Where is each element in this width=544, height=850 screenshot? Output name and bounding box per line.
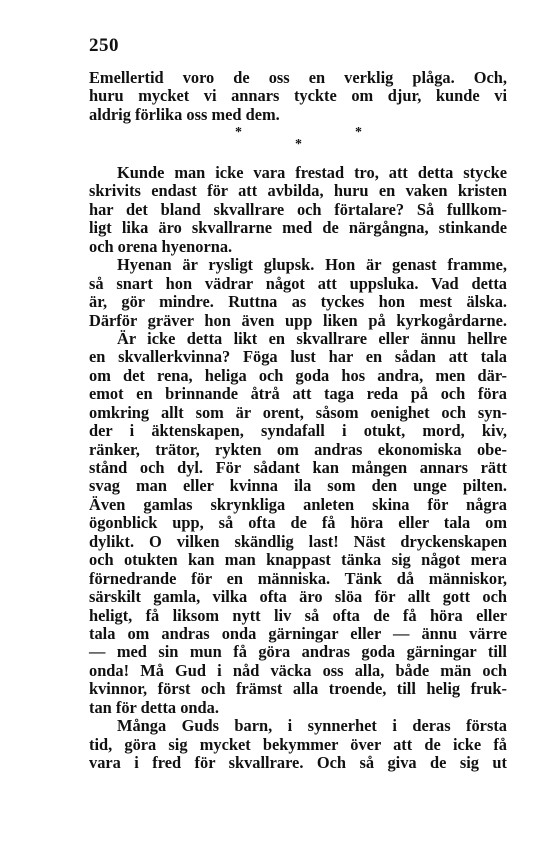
text-line: Även gamlas skrynkliga anleten skina för några xyxy=(89,494,507,514)
text-line: en skvallerkvinna? Föga lust har en sådan att tala xyxy=(89,347,507,367)
text-line: svag man eller kvinna ila som den unge pilten. xyxy=(89,476,507,496)
text-line: emot en brinnande åtrå att taga reda på och föra xyxy=(89,384,507,404)
text-line: Är icke detta likt en skvallrare eller ännu hellre xyxy=(117,328,507,348)
text-line: särskilt gamla, vilka ofta äro slöa för allt gott och xyxy=(89,587,507,607)
text-line: ränker, trätor, rykten om andras ekonomiska obe- xyxy=(89,439,507,459)
text-line: och otukten kan man knappast tänka sig något mera xyxy=(89,550,507,570)
asterisk: * xyxy=(295,137,302,152)
text-line: är, gör mindre. Ruttna as tyckes hon mest älska. xyxy=(89,292,507,312)
section-2 xyxy=(89,164,507,772)
text-line: kvinnor, först och främst alla troende, till helig fruk- xyxy=(89,679,507,699)
text-line: tan för detta onda. xyxy=(89,697,219,717)
text-line: Hyenan är rysligt glupsk. Hon är genast framme, xyxy=(117,255,507,275)
text-line: förnedrande för en människa. Tänk då människor, xyxy=(89,568,507,588)
text-line: ligt lika äro skvallrarne med de närgångna, stinkande xyxy=(89,218,507,238)
text-line: — med sin mun få göra andras goda gärningar till xyxy=(89,642,507,662)
asterisk: * xyxy=(235,125,242,140)
text-line: aldrig förlika oss med dem. xyxy=(89,104,280,124)
text-line: så snart hon vädrar något att uppsluka. Vad detta xyxy=(89,273,507,293)
text-line: Många Guds barn, i synnerhet i deras första xyxy=(117,716,507,736)
text-line: tid, göra sig mycket bekymmer över att de icke få xyxy=(89,734,507,754)
text-line: der i äktenskapen, syndafall i otukt, mord, kiv, xyxy=(89,421,507,441)
text-line: och orena hyenorna. xyxy=(89,236,233,256)
text-line: har det bland skvallrare och förtalare? Så fullkom- xyxy=(89,199,507,219)
text-line: huru mycket vi annars tyckte om djur, kunde vi xyxy=(89,86,507,106)
text-line: stånd och dyl. För sådant kan mången annars rätt xyxy=(89,458,507,477)
text-line: Kunde man icke vara frestad tro, att detta stycke xyxy=(117,163,507,182)
asterisk: * xyxy=(355,125,362,140)
text-line: vara i fred för skvallrare. Och så giva de sig ut xyxy=(89,753,507,772)
text-line: skrivits endast för att avbilda, huru en vaken kristen xyxy=(89,181,507,201)
page-number: 250 xyxy=(89,35,119,56)
text-line: om det rena, heliga och goda hos andra, men där- xyxy=(89,365,507,385)
section-separator xyxy=(89,119,507,152)
text-line: tala om andras onda gärningar eller — ännu värre xyxy=(89,623,507,643)
text-line: dylikt. O vilken skändlig last! Näst dryckenskapen xyxy=(89,531,507,551)
text-line: heligt, få liksom nytt liv så ofta de få höra eller xyxy=(89,605,507,625)
text-line: Emellertid voro de oss en verklig plåga. Och, xyxy=(89,68,507,87)
text-line: ögonblick upp, så ofta de få höra eller tala om xyxy=(89,513,507,533)
text-line: omkring allt som är orent, såsom oenighet och syn- xyxy=(89,402,507,422)
text-line: onda! Må Gud i nåd väcka oss alla, både män och xyxy=(89,660,507,680)
paragraph-1 xyxy=(89,69,507,124)
text-line: Därför gräver hon även upp liken på kyrkogårdarne. xyxy=(89,310,507,330)
